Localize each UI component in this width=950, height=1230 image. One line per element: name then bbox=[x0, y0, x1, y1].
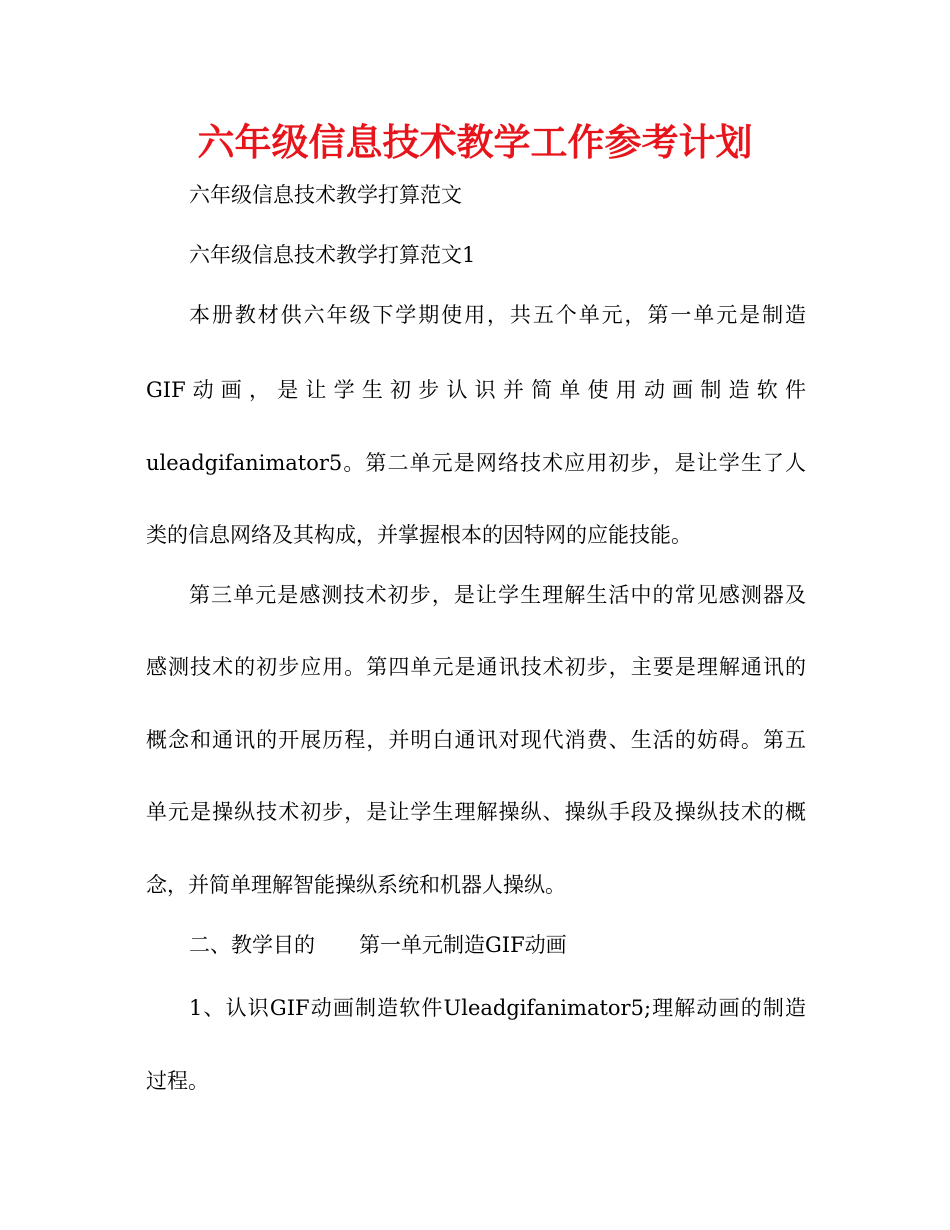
paragraph-line: 过程。 bbox=[146, 1069, 209, 1093]
paragraph-line: uleadgifanimator5。第二单元是网络技术应用初步，是让学生了人 bbox=[146, 451, 806, 475]
subtitle-line: 六年级信息技术教学打算范文 bbox=[189, 183, 462, 207]
section-heading-label: 二、教学目的 bbox=[189, 933, 315, 957]
section-heading-sub: 第一单元制造GIF动画 bbox=[359, 933, 567, 957]
document-title: 六年级信息技术教学工作参考计划 bbox=[197, 121, 753, 164]
paragraph-line: 感测技术的初步应用。第四单元是通讯技术初步，主要是理解通讯的 bbox=[146, 655, 806, 679]
paragraph-line: 类的信息网络及其构成，并掌握根本的因特网的应能技能。 bbox=[146, 523, 692, 547]
section-heading bbox=[189, 930, 806, 960]
paragraph-line: GIF 动 画 ， 是 让 学 生 初 步 认 识 并 简 单 使 用 动 画 制 造 软 件 bbox=[146, 378, 806, 402]
paragraph-line: 第三单元是感测技术初步，是让学生理解生活中的常见感测器及 bbox=[189, 583, 806, 607]
paragraph-line: 本册教材供六年级下学期使用，共五个单元，第一单元是制造 bbox=[189, 303, 806, 327]
paragraph-line: 概念和通讯的开展历程，并明白通讯对现代消费、生活的妨碍。第五 bbox=[146, 728, 806, 752]
paragraph-line: 单元是操纵技术初步，是让学生理解操纵、操纵手段及操纵技术的概 bbox=[146, 800, 806, 824]
paragraph-line: 1、认识GIF动画制造软件Uleadgifanimator5;理解动画的制造 bbox=[189, 996, 806, 1020]
subtitle-line-1: 六年级信息技术教学打算范文1 bbox=[189, 243, 476, 267]
paragraph-line: 念，并简单理解智能操纵系统和机器人操纵。 bbox=[146, 873, 566, 897]
